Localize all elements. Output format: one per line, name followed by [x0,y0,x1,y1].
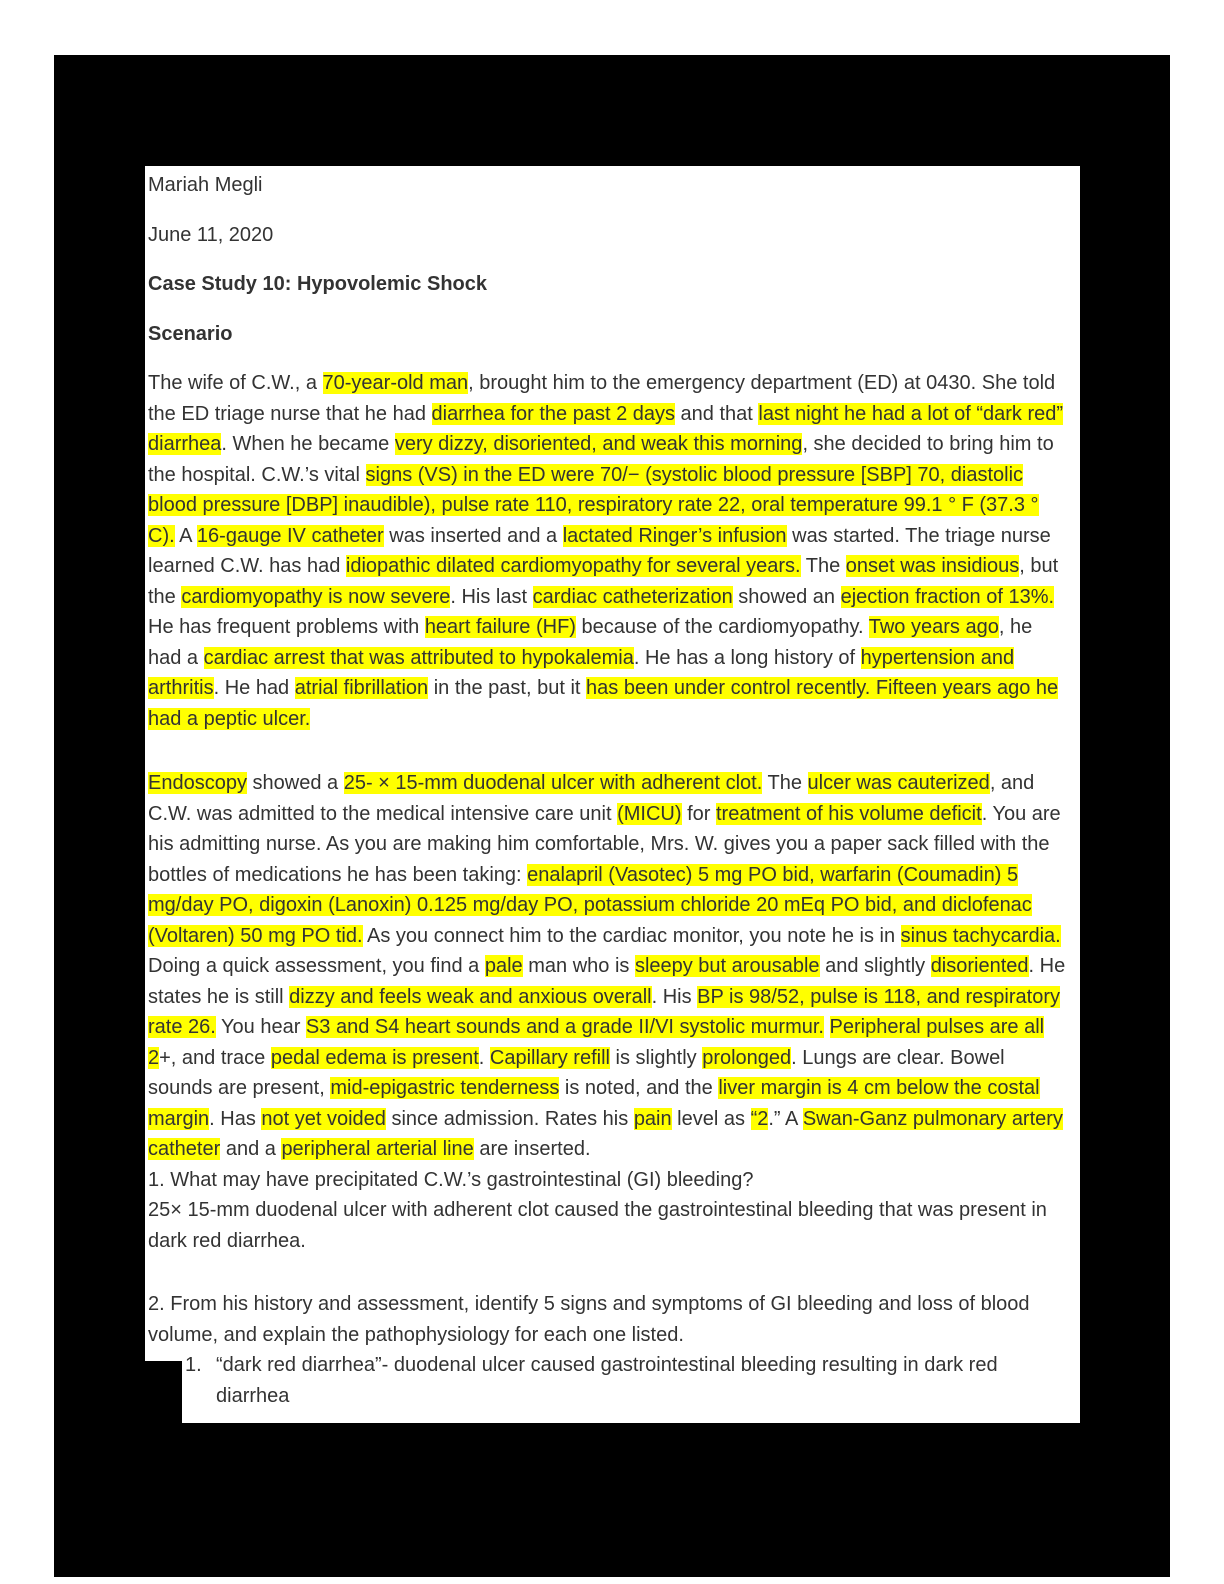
text-run: The [800,555,846,577]
highlighted-text: 16-gauge IV catheter [196,524,384,547]
text-run: +, and trace [159,1046,271,1069]
text-run: , she decided to bring him to the hospital. C.W.’s vital [148,433,1054,486]
highlighted-text: disoriented [930,955,1029,977]
text-run [824,1016,830,1038]
highlighted-text: pale [484,955,523,977]
highlighted-text: prolonged [702,1046,792,1069]
highlighted-text: cardiac arrest that was attributed to hypokalemia [203,646,634,669]
highlighted-text: onset was insidious [845,555,1020,577]
author-name: Mariah Megli [148,174,263,196]
text-run: . Lungs are clear. Bowel sounds are present, [148,1046,1005,1099]
highlighted-text: not yet voided [261,1107,386,1130]
text-run: level as [671,1107,751,1130]
scenario-paragraph-1 [148,368,1068,734]
highlighted-text: enalapril (Vasotec) 5 mg PO bid, warfarin (Coumadin) 5 mg/day PO, digoxin (Lanoxin) 0.125 mg/day PO, potassium chloride 20 mEq PO bid, and diclofenac (Voltaren) 50 mg PO tid. [148,863,1032,947]
highlighted-text: has been under control recently. Fifteen years ago he had a peptic ulcer. [148,677,1059,730]
text-run: for [681,802,716,825]
answer-2-list-item [148,1350,1068,1411]
text-run: showed a [246,772,344,794]
highlighted-text: idiopathic dilated cardiomyopathy for several years. [345,555,801,577]
highlighted-text: Two years ago [868,616,999,638]
highlighted-text: (MICU) [617,802,682,825]
text-run: Doing a quick assessment, you find a [148,955,485,977]
text-run: . His [651,985,698,1008]
scan-black-mat [54,55,1170,1577]
text-run: and a [220,1138,282,1160]
document-title: Case Study 10: Hypovolemic Shock [148,273,488,295]
highlighted-text: last night he had a lot of “dark red” diarrhea [148,402,1064,455]
highlighted-text: pain [633,1107,672,1130]
section-heading-scenario: Scenario [148,322,233,345]
text-run: , but the [148,555,1059,608]
highlighted-text: treatment of his volume deficit [716,802,982,825]
text-run: was inserted and a [383,524,563,547]
highlighted-text: 25- × 15-mm duodenal ulcer with adherent clot. [343,772,763,794]
highlighted-text: lactated Ringer’s infusion [562,524,787,547]
highlighted-text: “2 [750,1107,769,1130]
highlighted-text: 70-year-old man [322,372,469,394]
highlighted-text: Peripheral pulses are all 2 [148,1016,1045,1069]
answer-1: 25× 15-mm duodenal ulcer with adherent clot caused the gastrointestinal bleeding that was present in dark red diarrhea. [148,1199,1047,1252]
text-run: . [478,1046,490,1069]
question-1: 1. What may have precipitated C.W.’s gastrointestinal (GI) bleeding? [148,1168,754,1191]
scenario-paragraph-2 [148,768,1068,1165]
text-run: are inserted. [473,1138,591,1160]
highlighted-text: sinus tachycardia. [900,924,1061,947]
text-run: A [174,524,197,547]
highlighted-text: hypertension and arthritis [148,646,1015,699]
text-run: , and C.W. was admitted to the medical intensive care unit [148,772,1035,825]
highlighted-text: sleepy but arousable [634,955,820,977]
text-run: man who is [522,955,635,977]
text-run: , he had a [148,616,1033,669]
highlighted-text: pedal edema is present [270,1046,479,1069]
text-run: He has frequent problems with [148,616,425,638]
page-corner-notch [145,1361,182,1423]
text-run: . When he became [221,433,395,455]
text-run: You hear [215,1016,306,1038]
list-item-text: “dark red diarrhea”- duodenal ulcer caused gastrointestinal bleeding resulting in dark red diarrhea [216,1354,998,1407]
highlighted-text: S3 and S4 heart sounds and a grade II/VI systolic murmur. [305,1016,824,1038]
text-run: . Has [209,1107,262,1130]
document-page [145,166,1080,1423]
text-run: The [762,772,808,794]
highlighted-text: liver margin is 4 cm below the costal margin [148,1077,1040,1130]
text-run: and that [675,402,759,425]
highlighted-text: BP is 98/52, pulse is 118, and respiratory rate 26. [148,985,1060,1038]
list-item-number: 1. [185,1354,202,1376]
highlighted-text: peripheral arterial line [281,1138,474,1160]
highlighted-text: cardiomyopathy is now severe [181,585,451,608]
highlighted-text: ejection fraction of 13%. [840,585,1055,608]
highlighted-text: very dizzy, disoriented, and weak this morning [394,433,803,455]
text-run: showed an [732,585,841,608]
highlighted-text: dizzy and feels weak and anxious overall [289,985,652,1008]
highlighted-text: atrial fibrillation [294,677,429,699]
text-run: . His last [450,585,533,608]
highlighted-text: Capillary refill [489,1046,610,1069]
highlighted-text: diarrhea for the past 2 days [431,402,675,425]
text-run: . You are his admitting nurse. As you are making him comfortable, Mrs. W. gives you a paper sack filled with the bottles of medications he has been taking: [148,802,1061,886]
text-run: . He has a long history of [633,646,861,669]
highlighted-text: cardiac catheterization [532,585,733,608]
highlighted-text: heart failure (HF) [424,616,576,638]
text-run: was started. The triage nurse learned C.W. has had [148,524,1051,577]
text-run: since admission. Rates his [385,1107,634,1130]
highlighted-text: signs (VS) in the ED were 70/− (systolic blood pressure [SBP] 70, diastolic blood pressure [DBP] inaudible), pulse rate 110, respiratory rate 22, oral temperature 99.1 ° F (37.3 ° C). [148,463,1039,547]
highlighted-text: mid-epigastric tenderness [330,1077,560,1099]
text-run: , brought him to the emergency department (ED) at 0430. She told the ED triage nurse that he had [148,372,1056,425]
text-run: is slightly [609,1046,703,1069]
text-run: .” A [768,1107,803,1130]
highlighted-text: ulcer was cauterized [807,772,990,794]
highlighted-text: Endoscopy [148,772,247,794]
document-date: June 11, 2020 [148,223,274,246]
text-run: . He states he is still [148,955,1066,1008]
highlighted-text: Swan-Ganz pulmonary artery catheter [148,1107,1063,1160]
text-run: and slightly [819,955,931,977]
text-run: because of the cardiomyopathy. [575,616,869,638]
text-run: . He had [213,677,295,699]
text-run: The wife of C.W., a [148,372,323,394]
text-run: is noted, and the [559,1077,719,1099]
text-run: As you connect him to the cardiac monitor, you note he is in [362,924,901,947]
question-2: 2. From his history and assessment, identify 5 signs and symptoms of GI bleeding and loss of blood volume, and explain the pathophysiology for each one listed. [148,1293,1030,1346]
text-run: in the past, but it [428,677,587,699]
